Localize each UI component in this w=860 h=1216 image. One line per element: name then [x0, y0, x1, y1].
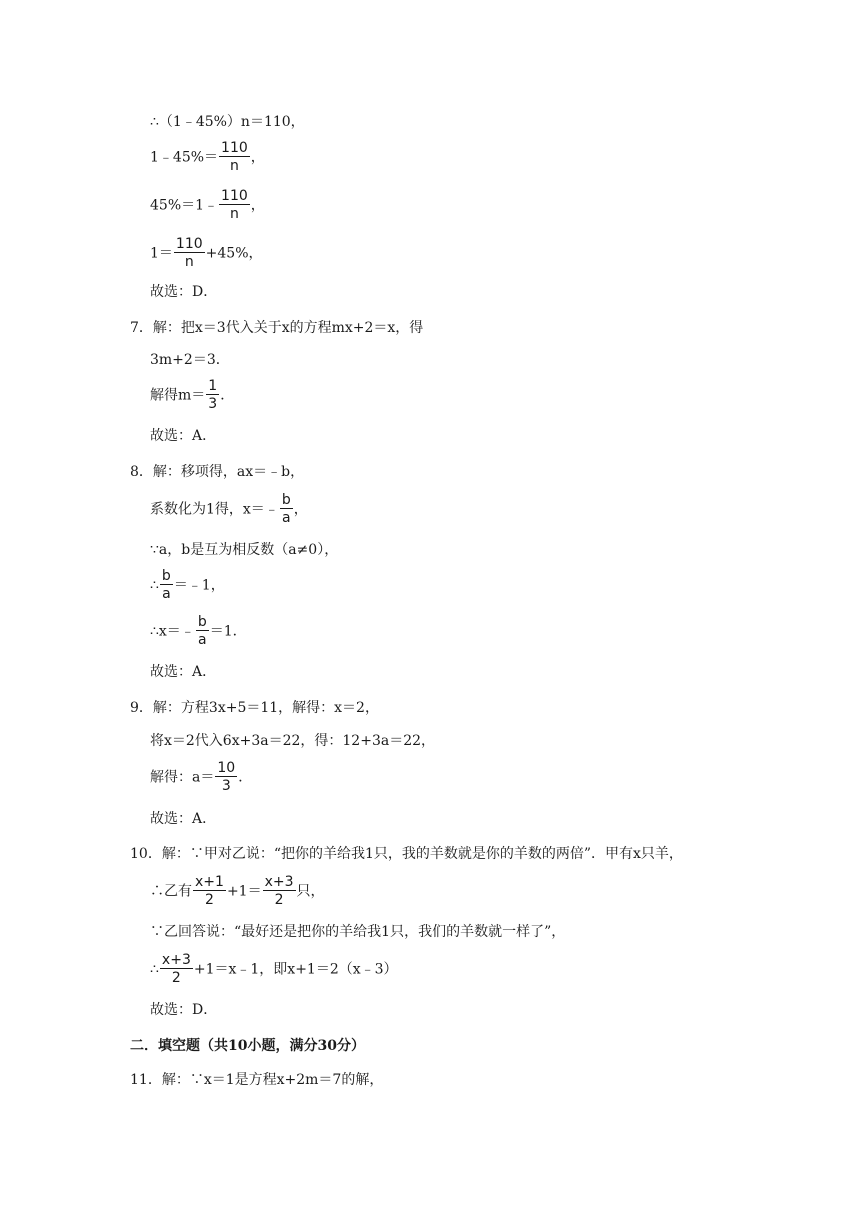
s9-answer: 故选：A．	[150, 811, 217, 827]
s6-line2: 1﹣45%＝ $\frac{110}{n}$ ，	[150, 140, 265, 174]
s9-line1: 9．解：方程3x+5＝11，解得：x＝2，	[130, 700, 379, 716]
fraction: $\frac{b}{a}$	[161, 568, 171, 602]
s8-line2: 系数化为1得，x＝﹣ $\frac{b}{a}$ ，	[150, 492, 308, 526]
s6-answer: 故选：D．	[150, 284, 218, 300]
s7-line1: 7．解：把x＝3代入关于x的方程mx+2＝x，得	[130, 320, 424, 336]
s10-line2: ∴乙有 $\frac{x+1}{2}$ +1＝ $\frac{x+3}{2}$ 只，	[150, 874, 325, 908]
fraction: $\frac{110}{n}$	[221, 188, 248, 222]
s6-line3: 45%＝1﹣ $\frac{110}{n}$ ，	[150, 188, 265, 222]
s10-line3: ∵乙回答说：“最好还是把你的羊给我1只，我们的羊数就一样了”，	[150, 924, 566, 940]
s8-answer: 故选：A．	[150, 664, 217, 680]
fraction: $\frac{b}{a}$	[281, 492, 291, 526]
s10-line4: ∴ $\frac{x+3}{2}$ +1＝x﹣1，即x+1＝2（x﹣3）	[150, 952, 398, 986]
s9-line2: 将x＝2代入6x+3a＝22，得：12+3a＝22，	[150, 733, 436, 749]
fraction: $\frac{b}{a}$	[197, 614, 207, 648]
fraction: $\frac{1}{3}$	[208, 378, 218, 412]
s7-line2: 3m+2＝3．	[150, 352, 230, 368]
s6-line4: 1＝ $\frac{110}{n}$ +45%，	[150, 236, 263, 270]
fraction: $\frac{x+3}{2}$	[161, 952, 191, 986]
section-heading: 二．填空题（共10小题，满分30分）	[130, 1038, 365, 1054]
fraction: $\frac{x+1}{2}$	[195, 874, 224, 908]
s7-line3: 解得m＝ $\frac{1}{3}$ ．	[150, 378, 235, 412]
fraction: $\frac{110}{n}$	[175, 236, 203, 270]
fraction: $\frac{x+3}{2}$	[264, 874, 294, 908]
fraction: $\frac{10}{3}$	[217, 760, 236, 794]
s8-line5: ∴x＝﹣ $\frac{b}{a}$ ＝1．	[150, 614, 247, 648]
s8-line4: ∴ $\frac{b}{a}$ ＝﹣1，	[150, 568, 225, 602]
s11-line1: 11．解：∵x＝1是方程x+2m＝7的解，	[130, 1072, 384, 1088]
s6-line1: ∴（1﹣45%）n＝110，	[150, 114, 305, 130]
fraction: $\frac{110}{n}$	[221, 140, 248, 174]
s8-line1: 8．解：移项得，ax＝﹣b，	[130, 464, 305, 480]
s7-answer: 故选：A．	[150, 428, 217, 444]
s10-answer: 故选：D．	[150, 1002, 218, 1018]
s10-line1: 10．解：∵甲对乙说：“把你的羊给我1只，我的羊数就是你的羊数的两倍”．甲有x只羊，	[130, 846, 683, 862]
s9-line3: 解得：a＝ $\frac{10}{3}$ ．	[150, 760, 253, 794]
s8-line3: ∵a，b是互为相反数（a≠0），	[150, 542, 339, 558]
